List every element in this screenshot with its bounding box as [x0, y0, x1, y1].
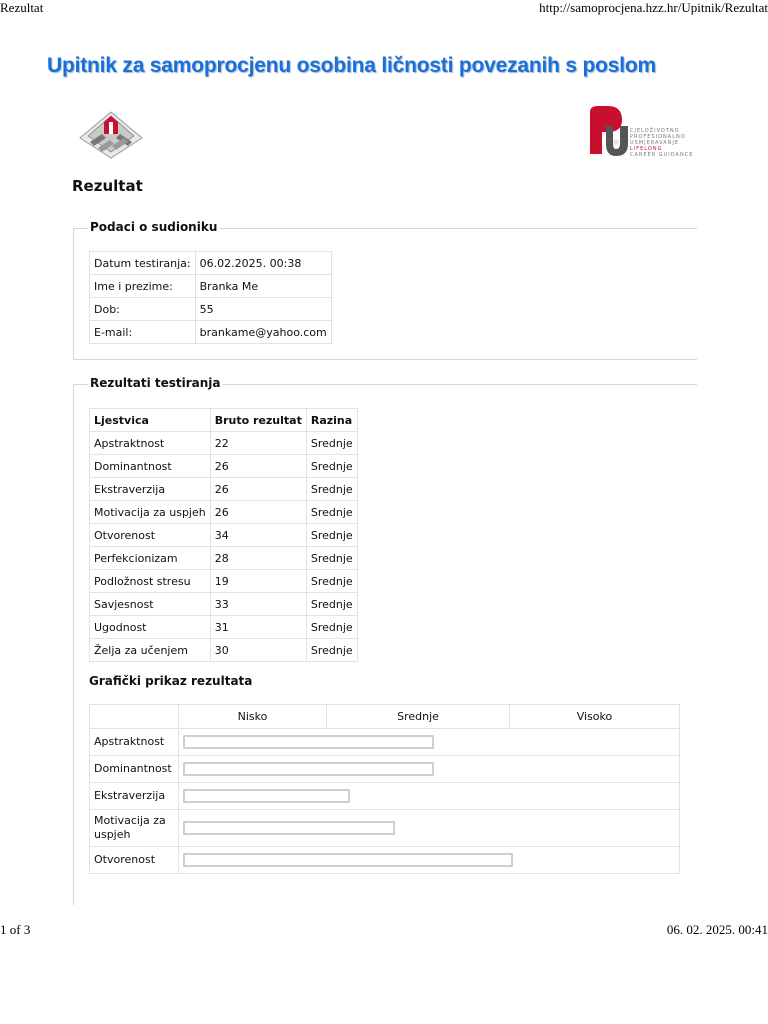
score-bar	[183, 735, 434, 749]
level: Srednje	[306, 639, 357, 662]
raw-score: 26	[210, 478, 306, 501]
graph-bar-cell	[179, 756, 680, 783]
questionnaire-title: Upitnik za samoprocjenu osobina ličnosti povezanih s poslom	[47, 54, 656, 77]
scale-name: Apstraktnost	[90, 432, 211, 455]
participant-label: Ime i prezime:	[90, 275, 196, 298]
score-bar	[183, 762, 434, 776]
score-bar	[183, 853, 513, 867]
scale-name: Podložnost stresu	[90, 570, 211, 593]
participant-value: 06.02.2025. 00:38	[195, 252, 331, 275]
graph-row-label: Otvorenost	[90, 847, 179, 874]
cpu-logo	[584, 104, 696, 160]
participant-legend: Podaci o sudioniku	[90, 220, 218, 234]
column-header: Razina	[306, 409, 357, 432]
graph-bar-cell	[179, 810, 680, 847]
graph-row-label: Apstraktnost	[90, 729, 179, 756]
print-timestamp: 06. 02. 2025. 00:41	[666, 922, 768, 937]
table-row	[90, 547, 358, 570]
level: Srednje	[306, 547, 357, 570]
results-legend: Rezultati testiranja	[90, 376, 221, 390]
level: Srednje	[306, 501, 357, 524]
participant-label: E-mail:	[90, 321, 196, 344]
graph-row	[90, 810, 680, 847]
raw-score: 26	[210, 501, 306, 524]
raw-score: 30	[210, 639, 306, 662]
raw-score: 28	[210, 547, 306, 570]
participant-value: 55	[195, 298, 331, 321]
logo-text-line-1: CJELOŽIVOTNO	[630, 128, 680, 134]
raw-score: 22	[210, 432, 306, 455]
level: Srednje	[306, 478, 357, 501]
raw-score: 33	[210, 593, 306, 616]
table-row	[90, 639, 358, 662]
scale-name: Perfekcionizam	[90, 547, 211, 570]
graph-bar-cell	[179, 783, 680, 810]
table-row	[90, 593, 358, 616]
graph-bar-cell	[179, 847, 680, 874]
scale-name: Želja za učenjem	[90, 639, 211, 662]
table-row	[90, 478, 358, 501]
graph-column-medium: Srednje	[327, 705, 510, 729]
graph-bar-cell	[179, 729, 680, 756]
scale-name: Dominantnost	[90, 455, 211, 478]
graph-header-row	[90, 705, 680, 729]
level: Srednje	[306, 616, 357, 639]
logo-text-line-5: CAREER GUIDANCE	[630, 152, 694, 158]
participant-table	[89, 251, 332, 344]
participant-label: Dob:	[90, 298, 196, 321]
raw-score: 31	[210, 616, 306, 639]
graph-row-label: Dominantnost	[90, 756, 179, 783]
graph-row	[90, 783, 680, 810]
participant-value: Branka Me	[195, 275, 331, 298]
graph-row-label: Motivacija za uspjeh	[90, 810, 179, 847]
graph-column-low: Nisko	[179, 705, 327, 729]
table-row	[90, 501, 358, 524]
table-row	[90, 616, 358, 639]
score-bar	[183, 821, 395, 835]
participant-value: brankame@yahoo.com	[195, 321, 331, 344]
scale-name: Savjesnost	[90, 593, 211, 616]
column-header: Bruto rezultat	[210, 409, 306, 432]
graph-row	[90, 847, 680, 874]
print-page-title: Rezultat	[0, 0, 44, 15]
level: Srednje	[306, 570, 357, 593]
raw-score: 19	[210, 570, 306, 593]
level: Srednje	[306, 524, 357, 547]
table-row	[90, 252, 332, 275]
graph-heading: Grafički prikaz rezultata	[89, 674, 253, 688]
graph-table	[89, 704, 680, 874]
logo-text-line-3: USMJERAVANJE	[630, 140, 680, 146]
logo-text-line-2: PROFESIONALNO	[630, 134, 686, 140]
print-url: http://samoprocjena.hzz.hr/Upitnik/Rezultat	[539, 0, 768, 15]
table-row	[90, 524, 358, 547]
graph-row	[90, 756, 680, 783]
graph-corner	[90, 705, 179, 729]
level: Srednje	[306, 455, 357, 478]
table-row	[90, 298, 332, 321]
scale-name: Ugodnost	[90, 616, 211, 639]
scale-name: Motivacija za uspjeh	[90, 501, 211, 524]
hzz-logo-icon	[76, 108, 146, 160]
table-row	[90, 455, 358, 478]
table-row	[90, 321, 332, 344]
table-row	[90, 275, 332, 298]
graph-column-high: Visoko	[510, 705, 680, 729]
graph-row	[90, 729, 680, 756]
scale-name: Otvorenost	[90, 524, 211, 547]
scale-name: Ekstraverzija	[90, 478, 211, 501]
raw-score: 34	[210, 524, 306, 547]
results-table	[89, 408, 358, 662]
participant-label: Datum testiranja:	[90, 252, 196, 275]
print-page-indicator: 1 of 3	[0, 922, 31, 937]
table-row	[90, 570, 358, 593]
logo-text-line-4: LIFELONG	[630, 146, 663, 152]
table-row	[90, 432, 358, 455]
column-header: Ljestvica	[90, 409, 211, 432]
level: Srednje	[306, 593, 357, 616]
page-heading: Rezultat	[72, 177, 143, 195]
print-header	[0, 0, 768, 16]
cpu-logo-icon	[584, 104, 630, 160]
raw-score: 26	[210, 455, 306, 478]
level: Srednje	[306, 432, 357, 455]
table-header-row	[90, 409, 358, 432]
graph-row-label: Ekstraverzija	[90, 783, 179, 810]
score-bar	[183, 789, 350, 803]
print-footer	[0, 922, 768, 938]
